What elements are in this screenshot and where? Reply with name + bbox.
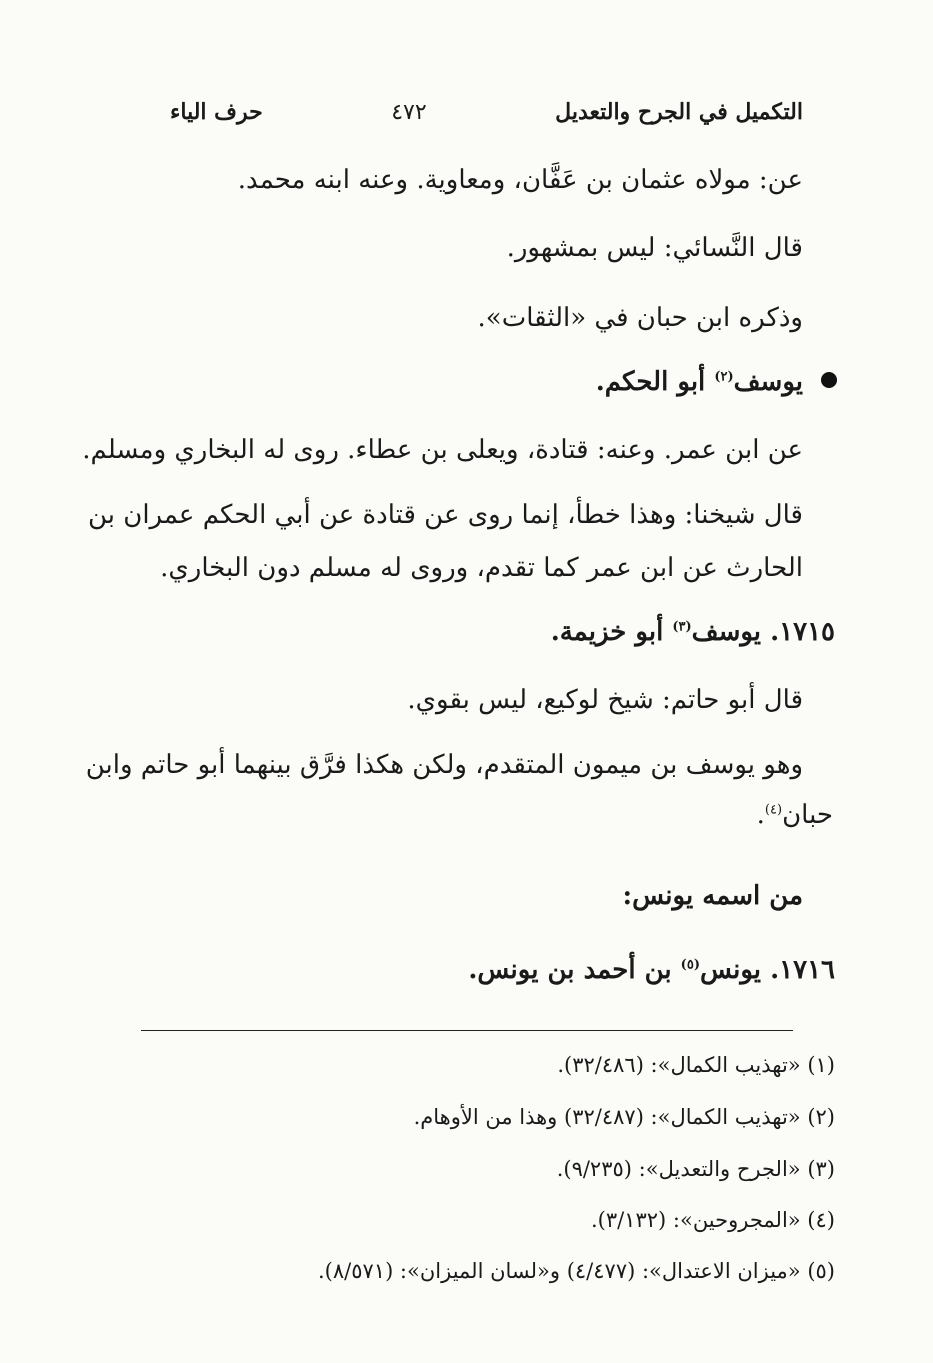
body-line-8: وهو يوسف بن ميمون المتقدم، ولكن هكذا فرَّق بينهما أبو حاتم وابن	[85, 750, 803, 780]
entry-name: يوسف	[691, 617, 762, 647]
body-line-4: عن ابن عمر. وعنه: قتادة، ويعلى بن عطاء. روى له البخاري ومسلم.	[82, 435, 803, 465]
section-heading: من اسمه يونس:	[622, 881, 803, 911]
entry-heading-yusuf-abu-al-hakam	[596, 362, 803, 402]
footnote-ref: (٢)	[714, 369, 734, 385]
running-header	[170, 92, 803, 132]
entry-bullet-icon	[821, 372, 837, 388]
footnote-separator	[141, 1030, 793, 1031]
footnote-ref: (٥)	[680, 957, 700, 973]
section-title: حرف الياء	[170, 99, 263, 125]
entry-number: ١٧١٦.	[761, 955, 835, 985]
footnote-1: (١) «تهذيب الكمال»: (٣٢/٤٨٦).	[557, 1053, 835, 1077]
entry-kunya: أبو الحكم.	[595, 367, 715, 397]
body-text: حبان	[782, 800, 833, 830]
body-line-9	[757, 795, 833, 835]
body-line-1: عن: مولاه عثمان بن عَفَّان، ومعاوية. وعنه ابنه محمد.	[237, 165, 803, 195]
footnote-4: (٤) «المجروحين»: (٣/١٣٢).	[590, 1208, 835, 1232]
book-title: التكميل في الجرح والتعديل	[555, 99, 803, 125]
entry-kunya: بن أحمد بن يونس.	[468, 955, 681, 985]
footnote-3: (٣) «الجرح والتعديل»: (٩/٢٣٥).	[556, 1157, 835, 1181]
footnote-ref: (٣)	[672, 619, 692, 635]
body-line-7: قال أبو حاتم: شيخ لوكيع، ليس بقوي.	[407, 685, 803, 715]
page-number: ٤٧٢	[391, 99, 427, 125]
entry-kunya: أبو خزيمة.	[550, 617, 673, 647]
entry-name: يوسف	[733, 367, 803, 397]
footnote-ref: (٤)	[764, 802, 783, 818]
footnote-5: (٥) «ميزان الاعتدال»: (٤/٤٧٧) و«لسان الميزان»: (٨/٥٧١).	[317, 1259, 835, 1283]
body-line-3: وذكره ابن حبان في «الثقات».	[477, 303, 803, 333]
entry-heading-1716	[468, 950, 835, 990]
body-line-5: قال شيخنا: وهذا خطأ، إنما روى عن قتادة عن أبي الحكم عمران بن	[87, 500, 803, 530]
entry-heading-1715	[551, 612, 835, 652]
body-line-6: الحارث عن ابن عمر كما تقدم، وروى له مسلم دون البخاري.	[160, 553, 803, 583]
period: .	[756, 800, 765, 830]
body-line-2: قال النَّسائي: ليس بمشهور.	[506, 233, 803, 263]
entry-number: ١٧١٥.	[761, 617, 835, 647]
entry-name: يونس	[699, 955, 762, 985]
footnote-2: (٢) «تهذيب الكمال»: (٣٢/٤٨٧) وهذا من الأوهام.	[413, 1105, 835, 1129]
